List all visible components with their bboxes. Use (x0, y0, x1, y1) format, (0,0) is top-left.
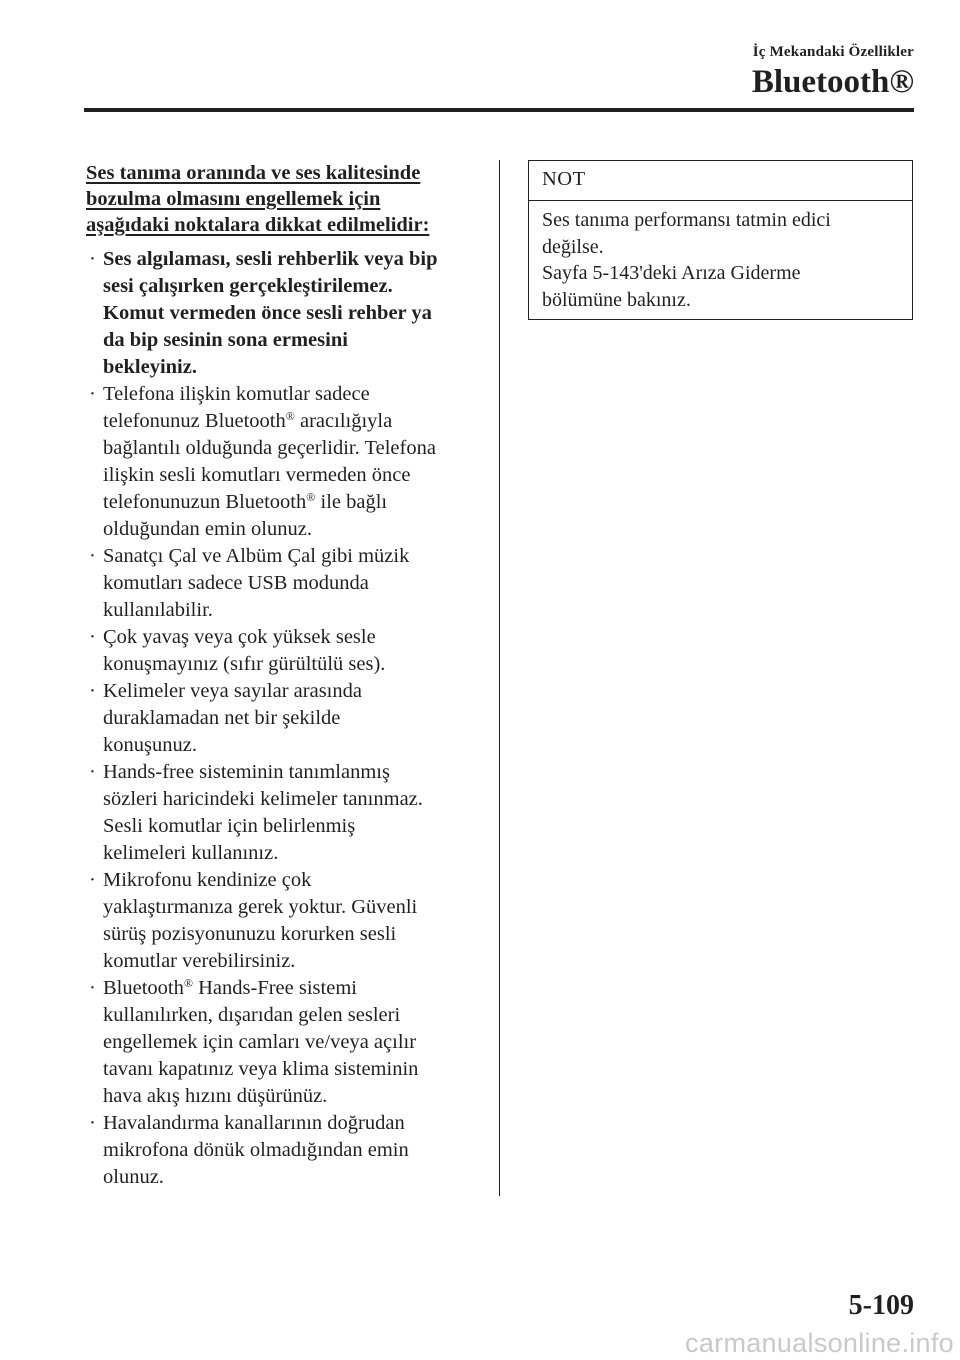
bullet-line: konuşmayınız (sıfır gürültülü ses). (103, 653, 386, 675)
bullet-line: ilişkin sesli komutları vermeden önce (103, 464, 411, 486)
note-line: Ses tanıma performansı tatmin edici (542, 209, 831, 231)
bullet-item (86, 975, 476, 1110)
bullet-dot-icon: · (89, 869, 96, 891)
bullet-list (86, 246, 476, 1191)
bullet-line: tavanı kapatınız veya klima sisteminin (103, 1058, 419, 1080)
note-body (529, 201, 912, 313)
column-divider (499, 160, 500, 1196)
bullet-line: da bip sesinin sona ermesini (103, 329, 348, 351)
bullet-line: engellemek için camları ve/veya açılır (103, 1031, 417, 1053)
bullet-line: Bluetooth® Hands-Free sistemi (103, 976, 357, 999)
bullet-line: Çok yavaş veya çok yüksek sesle (103, 626, 376, 648)
bullet-item (86, 678, 476, 759)
bullet-line: kullanılırken, dışarıdan gelen sesleri (103, 1004, 401, 1026)
bullet-line: hava akış hızını düşürünüz. (103, 1085, 328, 1107)
note-line: değilse. (542, 235, 604, 258)
header-rule (84, 108, 914, 112)
bullet-dot-icon: · (89, 383, 96, 405)
subheading (86, 160, 476, 238)
bullet-line: Komut vermeden önce sesli rehber ya (103, 302, 432, 324)
bullet-line: olduğundan emin olunuz. (103, 518, 312, 540)
bullet-item (86, 1110, 476, 1191)
bullet-dot-icon: · (89, 626, 96, 648)
bullet-line: Havalandırma kanallarının doğrudan (103, 1112, 405, 1134)
bullet-line: Kelimeler veya sayılar arasında (103, 680, 362, 702)
bullet-line: Telefona ilişkin komutlar sadece (103, 383, 370, 405)
bullet-item (86, 759, 476, 867)
bullet-line: kullanılabilir. (103, 599, 213, 621)
bullet-item (86, 381, 476, 543)
bullet-line: Mikrofonu kendinize çok (103, 869, 312, 891)
note-box (528, 160, 913, 320)
bullet-line: Ses algılaması, sesli rehberlik veya bip (103, 248, 438, 270)
bullet-line: Hands-free sisteminin tanımlanmış (103, 761, 390, 783)
bullet-item (86, 543, 476, 624)
bullet-line: kelimeleri kullanınız. (103, 842, 279, 864)
bullet-line: Sanatçı Çal ve Albüm Çal gibi müzik (103, 545, 410, 567)
bullet-line: sesi çalışırken gerçekleştirilemez. (103, 275, 393, 297)
bullet-line: mikrofona dönük olmadığından emin (103, 1139, 409, 1161)
bullet-dot-icon: · (89, 977, 96, 999)
bullet-line: Sesli komutlar için belirlenmiş (103, 815, 356, 837)
page-number: 5-109 (848, 1290, 914, 1321)
note-title: NOT (529, 161, 912, 201)
bullet-line: bekleyiniz. (103, 356, 197, 378)
bullet-line: sürüş pozisyonunuzu korurken sesli (103, 923, 397, 945)
section-label: İç Mekandaki Özellikler (752, 44, 914, 60)
bullet-dot-icon: · (89, 545, 96, 567)
bullet-line: sözleri haricindeki kelimeler tanınmaz. (103, 788, 423, 810)
left-column (86, 160, 476, 1191)
page-title: Bluetooth® (751, 64, 914, 100)
note-line: bölümüne bakınız. (542, 288, 691, 311)
bullet-line: komutlar verebilirsiniz. (103, 950, 296, 972)
watermark: carmanualsonline.info (685, 1328, 954, 1358)
bullet-line: olunuz. (103, 1166, 164, 1188)
bullet-dot-icon: · (89, 680, 96, 702)
bullet-line: telefonunuz Bluetooth® aracılığıyla (103, 409, 393, 432)
bullet-dot-icon: · (89, 761, 96, 783)
bullet-line: telefonunuzun Bluetooth® ile bağlı (103, 490, 388, 513)
bullet-line: duraklamadan net bir şekilde (103, 707, 341, 729)
bullet-line: komutları sadece USB modunda (103, 572, 369, 594)
note-line: Sayfa 5-143'deki Arıza Giderme (542, 262, 801, 284)
subheading-line: aşağıdaki noktalara dikkat edilmelidir: (86, 214, 430, 236)
bullet-line: konuşunuz. (103, 734, 197, 756)
bullet-item (86, 867, 476, 975)
subheading-line: bozulma olmasını engellemek için (86, 188, 381, 210)
bullet-item (86, 246, 476, 381)
bullet-dot-icon: · (89, 248, 96, 270)
subheading-line: Ses tanıma oranında ve ses kalitesinde (86, 162, 421, 184)
bullet-line: bağlantılı olduğunda geçerlidir. Telefona (103, 437, 436, 459)
bullet-dot-icon: · (89, 1112, 96, 1134)
bullet-line: yaklaştırmanıza gerek yoktur. Güvenli (103, 896, 418, 918)
bullet-item (86, 624, 476, 678)
